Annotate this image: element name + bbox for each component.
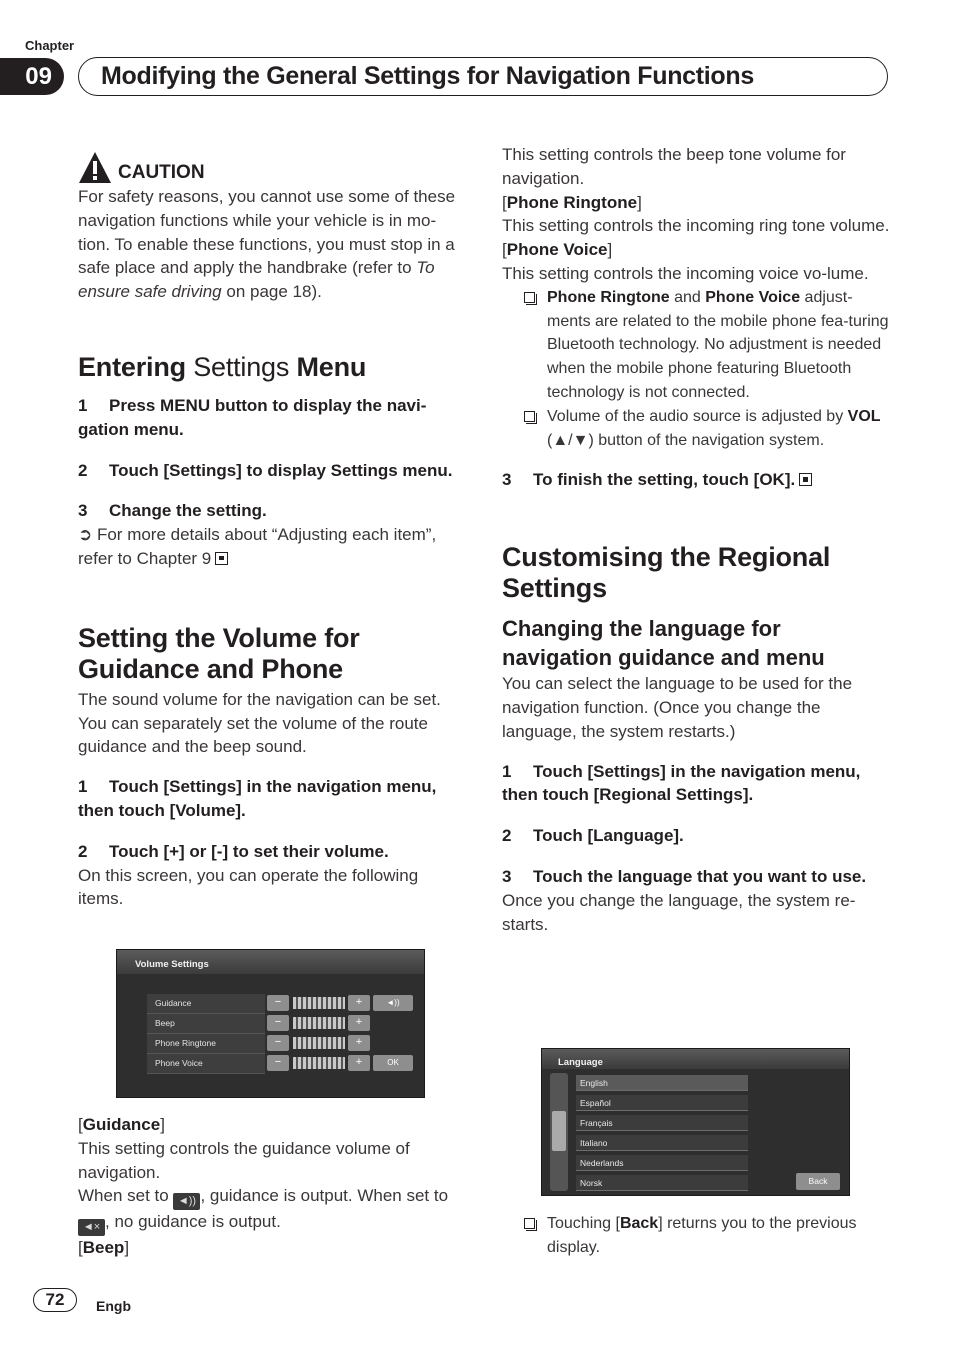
volume-row-label: Phone Ringtone (155, 1038, 216, 1048)
minus-button: − (267, 995, 289, 1011)
volume-row-label: Guidance (155, 998, 192, 1008)
voice-text: This setting controls the incoming voice vo-lume. (502, 263, 869, 283)
volume-row-phone-ringtone (147, 1034, 417, 1053)
language-item: Español (576, 1095, 748, 1111)
volume-level-bar (293, 1017, 345, 1029)
volume-row-guidance (147, 994, 417, 1013)
heading-part: Menu (296, 351, 367, 382)
volume-step-2-text: On this screen, you can operate the following items. (78, 865, 419, 909)
language-item: Norsk (576, 1175, 748, 1191)
volume-level-bar (293, 997, 345, 1009)
warning-icon (78, 151, 112, 185)
guidance-text: This setting controls the guidance volume of navigation. (78, 1138, 410, 1182)
caution-text (78, 185, 463, 304)
language-item: Italiano (576, 1135, 748, 1151)
step-number: 3 (502, 470, 512, 490)
volume-step-2 (78, 840, 463, 864)
language-item: English (576, 1075, 748, 1091)
volume-settings-screenshot (116, 949, 425, 1098)
note-audio-volume (502, 405, 892, 453)
ringtone-label: [Phone Ringtone] (502, 192, 642, 212)
language-code: Engb (96, 1298, 131, 1314)
volume-level-bar (293, 1037, 345, 1049)
ringtone-label-text: Phone Ringtone (506, 192, 638, 212)
regional-step-3-text: Once you change the language, the system re-starts. (502, 890, 856, 934)
volume-row-label: Phone Voice (155, 1058, 203, 1068)
ringtone-text: This setting controls the incoming ring tone volume. (502, 216, 890, 236)
minus-button: − (267, 1055, 289, 1071)
caution-label: CAUTION (118, 162, 205, 183)
speaker-on-icon: ◄)) (173, 1193, 200, 1210)
note-bold: VOL (847, 407, 881, 425)
note-bullet-icon (524, 292, 535, 303)
step-number: 3 (78, 501, 88, 521)
volume-intro: The sound volume for the navigation can be set. You can separately set the volume of the route guidance and the beep sound. (78, 689, 441, 757)
page-number: 72 (33, 1288, 77, 1312)
step-text: Change the setting. (109, 501, 267, 521)
volume-row-label: Beep (155, 1018, 175, 1028)
minus-button: − (267, 1015, 289, 1031)
step-text: Touch the language that you want to use. (533, 866, 867, 886)
entering-reference (78, 523, 463, 571)
end-mark-icon (215, 552, 228, 565)
step-number: 2 (502, 826, 512, 846)
chapter-title-text: Modifying the General Settings for Navigation Functions (101, 62, 754, 90)
note-bold: Phone Ringtone (547, 288, 670, 306)
step-number: 2 (78, 841, 88, 861)
guidance-label-text: Guidance (82, 1115, 161, 1134)
note-bullet-icon (524, 1218, 535, 1229)
note-text: and (669, 288, 706, 306)
note-bold: Phone Voice (705, 288, 801, 306)
step-number: 1 (502, 761, 512, 781)
step-text: Touch [Settings] in the navigation menu, then touch [Regional Settings]. (502, 761, 861, 805)
guidance-section (78, 1113, 468, 1260)
caution-text-part: For safety reasons, you cannot use some of these navigation functions while your vehicle is in mo-tion. To enable these functions, you must stop in a safe place and apply the handbrake (refer to (78, 187, 456, 278)
reference-text: For more details about “Adjusting each item”, refer to Chapter 9 (78, 525, 437, 568)
heading-part: Settings (185, 351, 297, 382)
step-number: 1 (78, 777, 88, 797)
speaker-icon: ◄)) (373, 995, 413, 1011)
note-phone-adjustments (502, 286, 892, 405)
language-scrollbar (550, 1073, 568, 1191)
volume-step-1 (78, 775, 463, 823)
note-text: Touching [ (547, 1215, 620, 1232)
end-mark-icon (799, 473, 812, 486)
volume-heading: Setting the Volume for Guidance and Phone (78, 622, 360, 684)
step-text: Touch [Language]. (533, 826, 684, 846)
guidance-when-text (78, 1184, 468, 1236)
minus-button: − (267, 1035, 289, 1051)
step-text: To finish the setting, touch [OK]. (533, 470, 796, 490)
note-back (502, 1212, 892, 1260)
beep-label: [Beep] (78, 1238, 130, 1258)
caution-text-link: To ensure safe driving (78, 258, 435, 302)
finish-step-3 (502, 468, 892, 492)
note-text: adjust-ments are related to the mobile phone fea-turing Bluetooth technology. No adjustment is needed when the mobile phone featuring Bluetooth technology is not connected. (547, 288, 889, 401)
step-text: Touch [Settings] in the navigation menu, then touch [Volume]. (78, 777, 437, 820)
right-column (502, 143, 892, 936)
volume-level-bar (293, 1057, 345, 1069)
caution-text-part: on page 18). (221, 282, 322, 302)
regional-step-3 (502, 865, 892, 889)
ok-button: OK (373, 1055, 413, 1071)
plus-button: + (348, 1035, 370, 1051)
beep-label-text: Beep (82, 1238, 125, 1258)
voice-label: [Phone Voice] (502, 240, 613, 260)
regional-heading: Customising the Regional Settings (502, 542, 831, 604)
regional-intro: You can select the language to be used for the navigation function. (Once you change the language, the system restarts.) (502, 674, 853, 741)
back-note-section (502, 1212, 892, 1260)
note-bullet-icon (524, 411, 535, 422)
when-text-part: , no guidance is output. (105, 1212, 281, 1232)
language-subheading: Changing the language for navigation guidance and menu (502, 616, 825, 671)
entering-step-2 (78, 459, 463, 483)
note-text: Volume of the audio source is adjusted by (547, 407, 848, 425)
regional-step-2 (502, 824, 892, 848)
screen-title: Volume Settings (135, 959, 209, 970)
note-text: ] returns you to the previous display. (547, 1215, 857, 1256)
screen-title: Language (558, 1057, 603, 1068)
volume-row-beep (147, 1014, 417, 1033)
reference-arrow-icon: ➲ (78, 525, 93, 545)
chapter-number-badge: 09 (0, 58, 64, 95)
entering-step-3 (78, 499, 463, 523)
beep-text: This setting controls the beep tone volume for navigation. (502, 145, 846, 188)
chapter-label: Chapter (25, 38, 75, 53)
step-text: Press MENU button to display the navi-gation menu. (78, 395, 427, 439)
scroll-thumb (552, 1111, 566, 1151)
step-text: Touch [+] or [-] to set their volume. (109, 841, 389, 861)
back-button: Back (796, 1173, 840, 1190)
when-text-part: When set to (78, 1186, 174, 1206)
note-text: (▲/▼) button of the navigation system. (547, 431, 825, 449)
regional-step-1 (502, 760, 892, 808)
voice-label-text: Phone Voice (506, 240, 608, 260)
volume-row-phone-voice (147, 1054, 417, 1073)
entering-settings-heading (78, 352, 463, 383)
plus-button: + (348, 1015, 370, 1031)
language-item: Français (576, 1115, 748, 1131)
language-item: Nederlands (576, 1155, 748, 1171)
chapter-title (78, 57, 888, 96)
speaker-mute-icon: ◄× (78, 1219, 105, 1236)
step-number: 1 (78, 395, 88, 415)
plus-button: + (348, 995, 370, 1011)
step-number: 3 (502, 866, 512, 886)
language-screenshot (541, 1048, 850, 1196)
note-bold: Back (619, 1215, 659, 1232)
left-column (78, 145, 463, 911)
step-text: Touch [Settings] to display Settings menu. (109, 460, 453, 480)
guidance-label: [Guidance] (78, 1115, 165, 1134)
entering-step-1 (78, 394, 463, 442)
caution-header (78, 145, 463, 185)
plus-button: + (348, 1055, 370, 1071)
heading-part: Entering (78, 351, 186, 382)
when-text-part: , guidance is output. When set to (200, 1186, 449, 1206)
step-number: 2 (78, 460, 88, 480)
